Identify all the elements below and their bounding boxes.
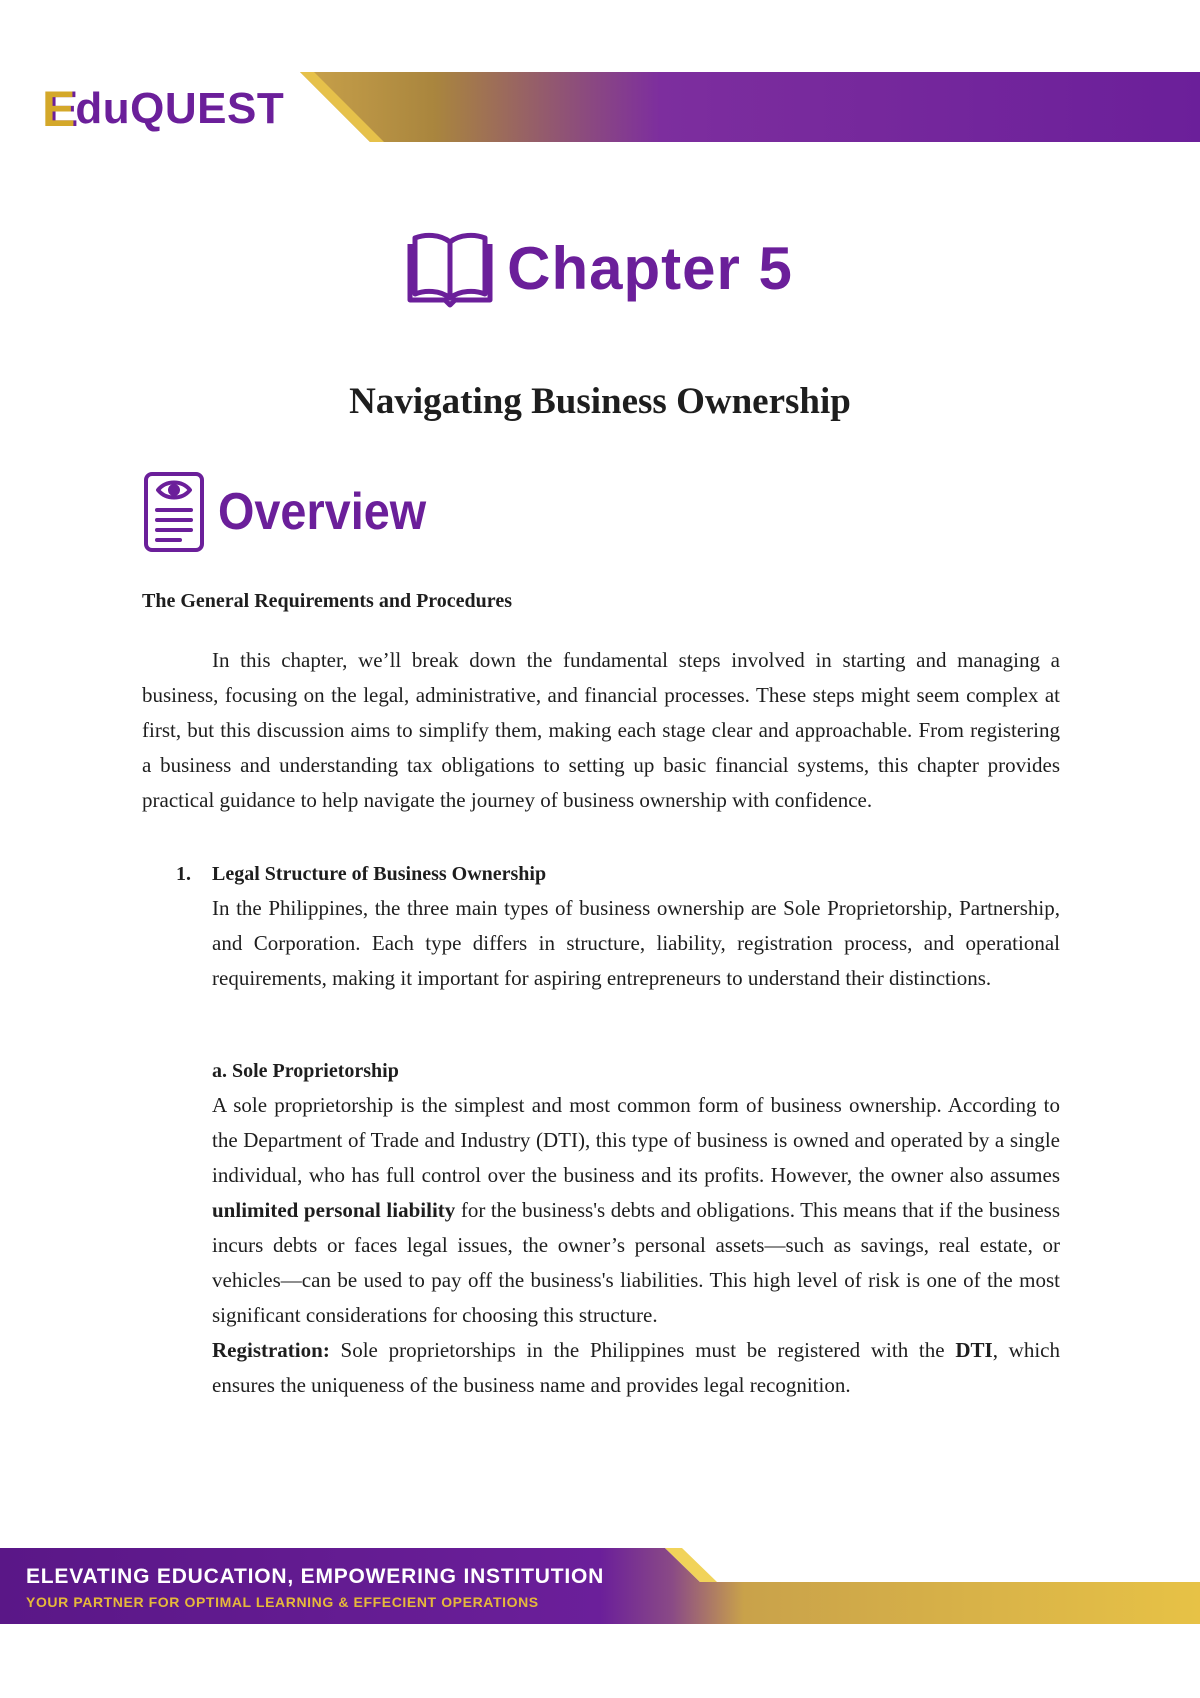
overview-heading (142, 470, 449, 554)
dti-emphasis: DTI (955, 1338, 993, 1362)
chapter-heading (0, 228, 1200, 308)
chapter-title: Chapter 5 (507, 234, 793, 302)
subsection-sole-proprietorship (212, 1056, 1060, 1403)
logo-wordmark: duQUEST (75, 84, 285, 133)
chapter-subtitle: Navigating Business Ownership (349, 381, 851, 422)
subsection-title: a. Sole Proprietorship (212, 1060, 399, 1082)
registration-paragraph: Registration: Sole proprietorships in the Philippines must be registered with the DTI, which ensures the uniqueness of the business name and provides legal recognition. (212, 1338, 1060, 1397)
footer-subtagline: YOUR PARTNER FOR OPTIMAL LEARNING & EFFECIENT OPERATIONS (26, 1594, 539, 1610)
intro-paragraph: In this chapter, we’ll break down the fundamental steps involved in starting and managing a business, focusing on the legal, administrative, and financial processes. These steps might seem complex at first, but this discussion aims to simplify them, making each stage clear and approachable. From registering a business and understanding tax obligations to setting up basic financial systems, this chapter provides practical guidance to help navigate the journey of business ownership with confidence. (142, 648, 1060, 812)
list-item-title: Legal Structure of Business Ownership (212, 863, 547, 885)
list-item-number: 1. (176, 863, 191, 885)
page-header (0, 0, 1200, 160)
list-item-legal-structure (176, 859, 1060, 996)
overview-title: Overview (218, 483, 427, 541)
registration-label: Registration: (212, 1338, 330, 1362)
document-eye-icon (142, 470, 206, 554)
liability-emphasis: unlimited personal liability (212, 1198, 456, 1222)
section-heading: The General Requirements and Procedures (142, 590, 512, 612)
open-book-icon (407, 228, 493, 308)
footer-tagline: ELEVATING EDUCATION, EMPOWERING INSTITUTION (26, 1565, 605, 1588)
header-band (300, 72, 1200, 144)
list-item-body: In the Philippines, the three main types of business ownership are Sole Proprietorship, Partnership, and Corporation. Each type differs in structure, liability, registration process, and operational requirements, making it important for aspiring entrepreneurs to understand their distinctions. (212, 896, 1060, 990)
eduquest-logo (42, 81, 285, 137)
sole-proprietorship-paragraph: A sole proprietorship is the simplest and most common form of business ownership. According to the Department of Trade and Industry (DTI), this type of business is owned and operated by a single individual, who has full control over the business and its profits. However, the owner also assumes unlimited personal liability for the business's debts and obligations. This means that if the business incurs debts or faces legal issues, the owner’s personal assets—such as savings, real estate, or vehicles—can be used to pay off the business's liabilities. This high level of risk is one of the most significant considerations for choosing this structure. (212, 1093, 1060, 1327)
logo-initial: E (42, 81, 76, 137)
list-item-heading (176, 859, 1060, 889)
